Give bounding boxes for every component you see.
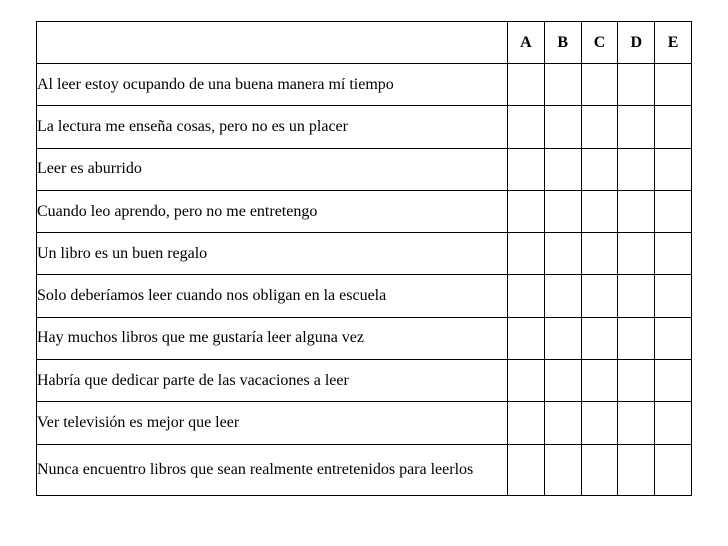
- column-header-a: A: [508, 22, 545, 64]
- answer-cell-a[interactable]: [508, 148, 545, 190]
- answer-cell-e[interactable]: [655, 402, 692, 444]
- statement-text: La lectura me enseña cosas, pero no es un placer: [37, 106, 508, 148]
- answer-cell-c[interactable]: [581, 148, 618, 190]
- answer-cell-e[interactable]: [655, 444, 692, 495]
- answer-cell-c[interactable]: [581, 444, 618, 495]
- answer-cell-e[interactable]: [655, 64, 692, 106]
- answer-cell-e[interactable]: [655, 275, 692, 317]
- table-row: [37, 444, 692, 495]
- answer-cell-d[interactable]: [618, 190, 655, 232]
- table-row: [37, 148, 692, 190]
- answer-cell-a[interactable]: [508, 106, 545, 148]
- answer-cell-e[interactable]: [655, 233, 692, 275]
- statement-text: Cuando leo aprendo, pero no me entretengo: [37, 190, 508, 232]
- answer-cell-c[interactable]: [581, 402, 618, 444]
- answer-cell-a[interactable]: [508, 275, 545, 317]
- statement-text: Un libro es un buen regalo: [37, 233, 508, 275]
- answer-cell-d[interactable]: [618, 317, 655, 359]
- answer-cell-a[interactable]: [508, 233, 545, 275]
- table-row: [37, 233, 692, 275]
- answer-cell-c[interactable]: [581, 317, 618, 359]
- statement-text: Hay muchos libros que me gustaría leer alguna vez: [37, 317, 508, 359]
- answer-cell-c[interactable]: [581, 360, 618, 402]
- header-blank-cell: [37, 22, 508, 64]
- answer-cell-d[interactable]: [618, 106, 655, 148]
- answer-cell-a[interactable]: [508, 360, 545, 402]
- column-header-e: E: [655, 22, 692, 64]
- answer-cell-a[interactable]: [508, 317, 545, 359]
- answer-cell-d[interactable]: [618, 444, 655, 495]
- statement-text: Nunca encuentro libros que sean realmente entretenidos para leerlos: [37, 460, 474, 478]
- statement-text: Al leer estoy ocupando de una buena manera mí tiempo: [37, 64, 508, 106]
- answer-cell-a[interactable]: [508, 190, 545, 232]
- reading-attitude-survey-table: [36, 21, 692, 496]
- answer-cell-b[interactable]: [544, 317, 581, 359]
- table-row: [37, 64, 692, 106]
- answer-cell-c[interactable]: [581, 275, 618, 317]
- answer-cell-c[interactable]: [581, 233, 618, 275]
- answer-cell-d[interactable]: [618, 148, 655, 190]
- answer-cell-d[interactable]: [618, 233, 655, 275]
- answer-cell-c[interactable]: [581, 106, 618, 148]
- answer-cell-b[interactable]: [544, 190, 581, 232]
- answer-cell-e[interactable]: [655, 106, 692, 148]
- statement-text: Solo deberíamos leer cuando nos obligan en la escuela: [37, 275, 508, 317]
- statement-cell: [37, 444, 508, 495]
- answer-cell-a[interactable]: [508, 64, 545, 106]
- table-row: [37, 317, 692, 359]
- answer-cell-b[interactable]: [544, 148, 581, 190]
- answer-cell-e[interactable]: [655, 360, 692, 402]
- column-header-b: B: [544, 22, 581, 64]
- column-header-d: D: [618, 22, 655, 64]
- answer-cell-b[interactable]: [544, 402, 581, 444]
- answer-cell-d[interactable]: [618, 360, 655, 402]
- table-row: [37, 190, 692, 232]
- statement-text: Leer es aburrido: [37, 148, 508, 190]
- answer-cell-d[interactable]: [618, 275, 655, 317]
- answer-cell-c[interactable]: [581, 190, 618, 232]
- answer-cell-e[interactable]: [655, 148, 692, 190]
- column-header-c: C: [581, 22, 618, 64]
- table-row: [37, 106, 692, 148]
- answer-cell-a[interactable]: [508, 402, 545, 444]
- answer-cell-d[interactable]: [618, 64, 655, 106]
- answer-cell-b[interactable]: [544, 275, 581, 317]
- statement-text: Habría que dedicar parte de las vacaciones a leer: [37, 360, 508, 402]
- answer-cell-b[interactable]: [544, 233, 581, 275]
- answer-cell-b[interactable]: [544, 106, 581, 148]
- answer-cell-a[interactable]: [508, 444, 545, 495]
- statement-text: Ver televisión es mejor que leer: [37, 402, 508, 444]
- table-row: [37, 275, 692, 317]
- answer-cell-e[interactable]: [655, 317, 692, 359]
- answer-cell-b[interactable]: [544, 444, 581, 495]
- answer-cell-e[interactable]: [655, 190, 692, 232]
- answer-cell-d[interactable]: [618, 402, 655, 444]
- table-row: [37, 360, 692, 402]
- header-row: [37, 22, 692, 64]
- table-row: [37, 402, 692, 444]
- answer-cell-b[interactable]: [544, 360, 581, 402]
- answer-cell-c[interactable]: [581, 64, 618, 106]
- answer-cell-b[interactable]: [544, 64, 581, 106]
